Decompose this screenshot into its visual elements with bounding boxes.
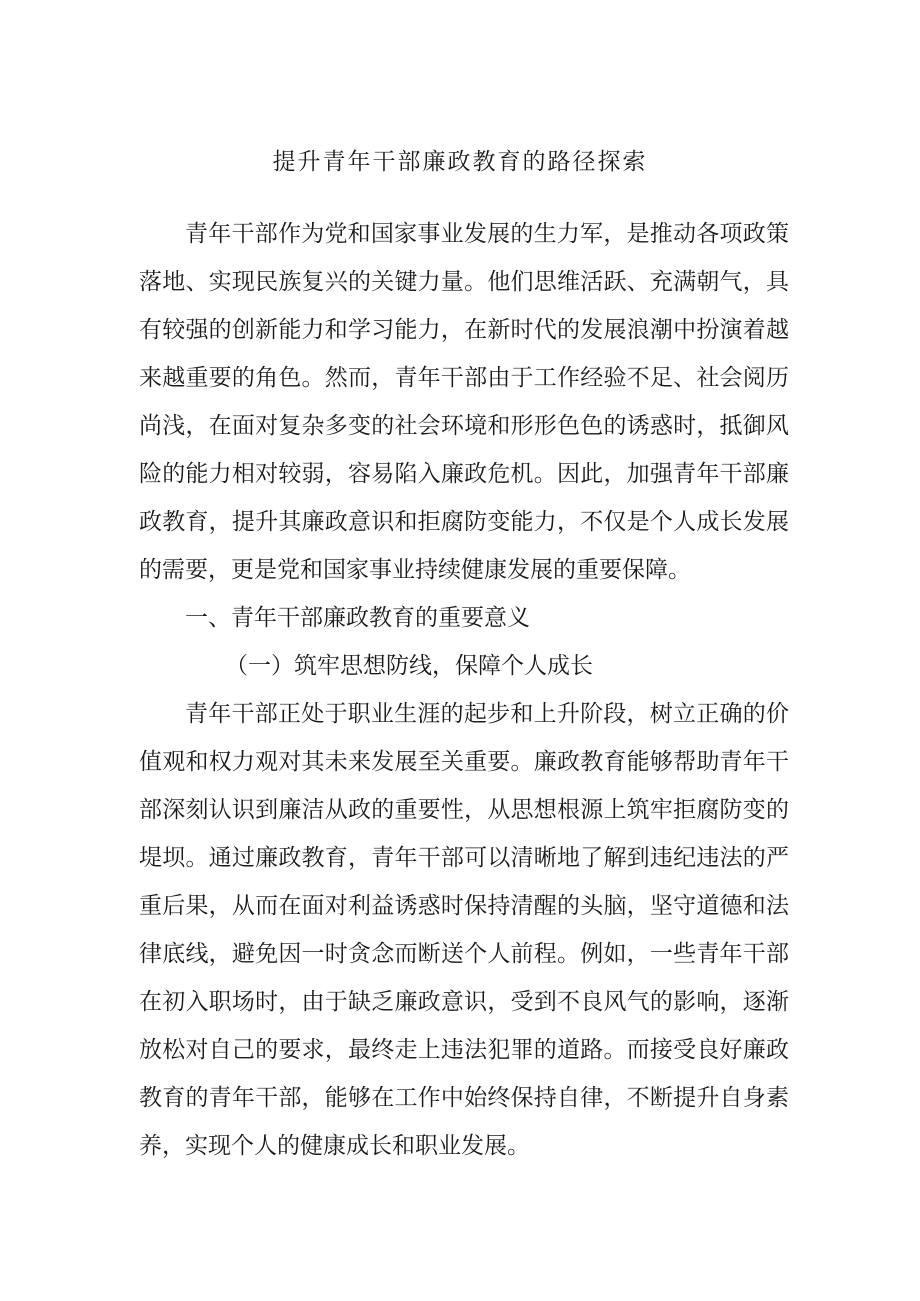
paragraph-line: 来越重要的角色。然而，青年干部由于工作经验不足、社会阅历 <box>139 365 789 391</box>
paragraph-intro <box>139 210 789 1170</box>
paragraph-line: 尚浅，在面对复杂多变的社会环境和形形色色的诱惑时，抵御风 <box>139 413 789 439</box>
paragraph-line: 政教育，提升其廉政意识和拒腐防变能力，不仅是个人成长发展 <box>139 509 789 535</box>
subsection-heading: （一）筑牢思想防线，保障个人成长 <box>225 653 593 679</box>
paragraph-line: 教育的青年干部，能够在工作中始终保持自律，不断提升自身素 <box>139 1085 789 1111</box>
paragraph-line: 青年干部作为党和国家事业发展的生力军，是推动各项政策 <box>185 221 789 247</box>
paragraph-line: 青年干部正处于职业生涯的起步和上升阶段，树立正确的价 <box>185 701 789 727</box>
paragraph-line: 在初入职场时，由于缺乏廉政意识，受到不良风气的影响，逐渐 <box>139 989 789 1015</box>
paragraph-line: 险的能力相对较弱，容易陷入廉政危机。因此，加强青年干部廉 <box>139 461 789 487</box>
paragraph-line: 落地、实现民族复兴的关键力量。他们思维活跃、充满朝气，具 <box>139 269 789 295</box>
paragraph-line: 放松对自己的要求，最终走上违法犯罪的道路。而接受良好廉政 <box>139 1037 789 1063</box>
document-title: 提升青年干部廉政教育的路径探索 <box>272 149 648 175</box>
paragraph-line: 值观和权力观对其未来发展至关重要。廉政教育能够帮助青年干 <box>139 749 789 775</box>
paragraph-line: 堤坝。通过廉政教育，青年干部可以清晰地了解到违纪违法的严 <box>139 845 789 871</box>
paragraph-line: 部深刻认识到廉洁从政的重要性，从思想根源上筑牢拒腐防变的 <box>139 797 789 823</box>
paragraph-line: 的需要，更是党和国家事业持续健康发展的重要保障。 <box>139 557 691 583</box>
section-heading: 一、青年干部廉政教育的重要意义 <box>185 605 530 631</box>
paragraph-line: 有较强的创新能力和学习能力，在新时代的发展浪潮中扮演着越 <box>139 317 789 343</box>
paragraph-line: 律底线，避免因一时贪念而断送个人前程。例如，一些青年干部 <box>139 941 789 967</box>
paragraph-line: 重后果，从而在面对利益诱惑时保持清醒的头脑，坚守道德和法 <box>139 893 789 919</box>
paragraph-line: 养，实现个人的健康成长和职业发展。 <box>139 1133 530 1159</box>
